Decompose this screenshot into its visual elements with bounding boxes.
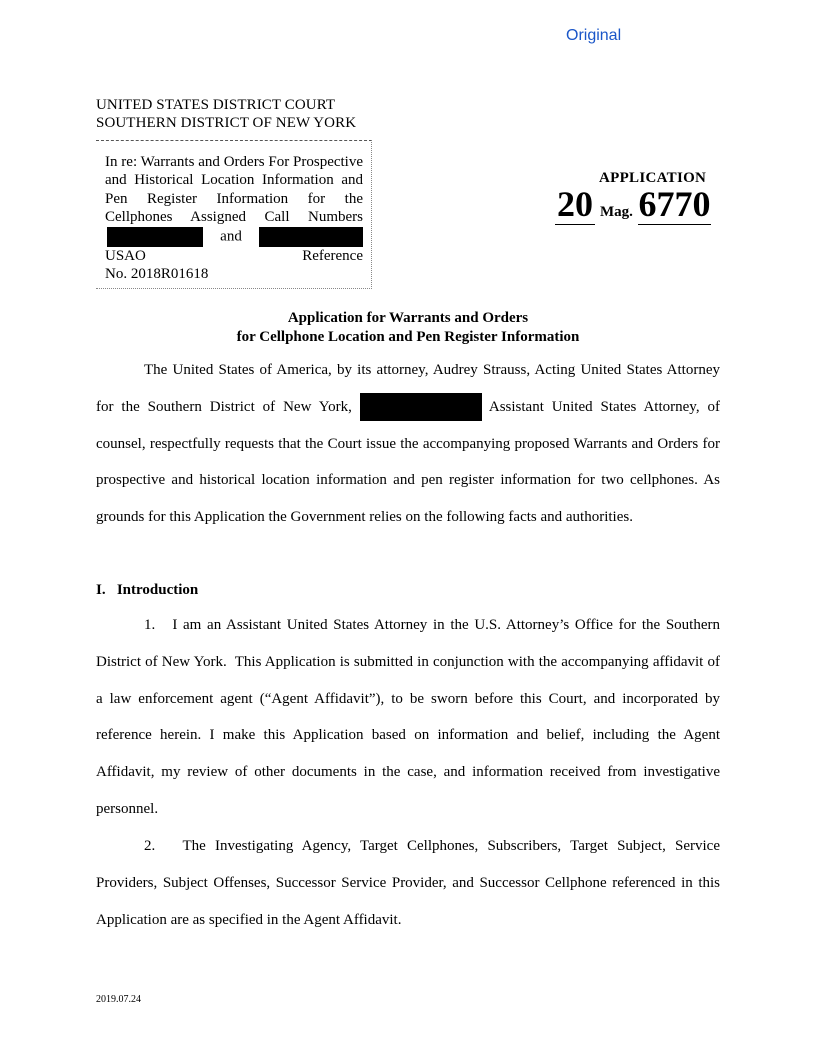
caption-text-b: and	[220, 228, 242, 245]
caption-text-c: USAO Reference	[105, 247, 363, 264]
application-label: APPLICATION	[599, 170, 707, 186]
docket-num: 6770	[638, 184, 711, 224]
case-caption	[105, 153, 363, 283]
caption-text-d: No. 2018R01618	[105, 266, 209, 283]
intro-part-2: Assistant United States Attorney, of counsel, respectfully requests that the Court issue the accompanying proposed Warrants and Orders for prospective and historical location information and pen register information for two cellphones. As grounds for this Application the Government relies on the following facts and authorities.	[96, 398, 720, 526]
paragraph-2	[96, 828, 724, 938]
court-name: UNITED STATES DISTRICT COURT	[96, 97, 336, 113]
court-district: SOUTHERN DISTRICT OF NEW YORK	[96, 115, 357, 131]
title-line-1: Application for Warrants and Orders	[287, 310, 529, 326]
docket-mag: Mag.	[600, 204, 633, 220]
intro-part-1: The United States of America, by its attorney, Audrey Strauss, Acting United States Attorney for the Southern District of New York,	[96, 362, 720, 415]
redaction-block	[107, 227, 203, 247]
redaction-block	[360, 393, 482, 421]
original-stamp: Original	[566, 27, 622, 44]
redaction-block	[259, 227, 363, 247]
document-title	[96, 309, 720, 347]
caption-text-a: In re: Warrants and Orders For Prospective and Historical Location Information and Pen Register Information for the Cellphones Assigned Call Numbers	[105, 154, 363, 226]
intro-paragraph	[96, 352, 720, 536]
case-caption-box	[96, 140, 372, 289]
docket-year: 20	[557, 184, 593, 224]
section-heading: I. Introduction	[96, 582, 199, 598]
title-line-2: for Cellphone Location and Pen Register Information	[236, 329, 580, 345]
paragraph-1-text: 1. I am an Assistant United States Attorney in the U.S. Attorney’s Office for the Southern District of New York. This Application is submitted in conjunction with the accompanying affidavit of a law enforcement agent (“Agent Affidavit”), to be sworn before this Court, and incorporated by reference herein. I make this Application based on information and belief, including the Agent Affidavit, my review of other documents in the case, and information received from investigative personnel.	[96, 617, 724, 817]
court-heading	[96, 96, 356, 132]
paragraph-2-text: 2. The Investigating Agency, Target Cellphones, Subscribers, Target Subject, Service Providers, Subject Offenses, Successor Service Provider, and Successor Cellphone referenced in this Application are as specified in the Agent Affidavit.	[96, 838, 724, 928]
paragraph-1	[96, 607, 724, 828]
footer-date: 2019.07.24	[96, 994, 141, 1005]
